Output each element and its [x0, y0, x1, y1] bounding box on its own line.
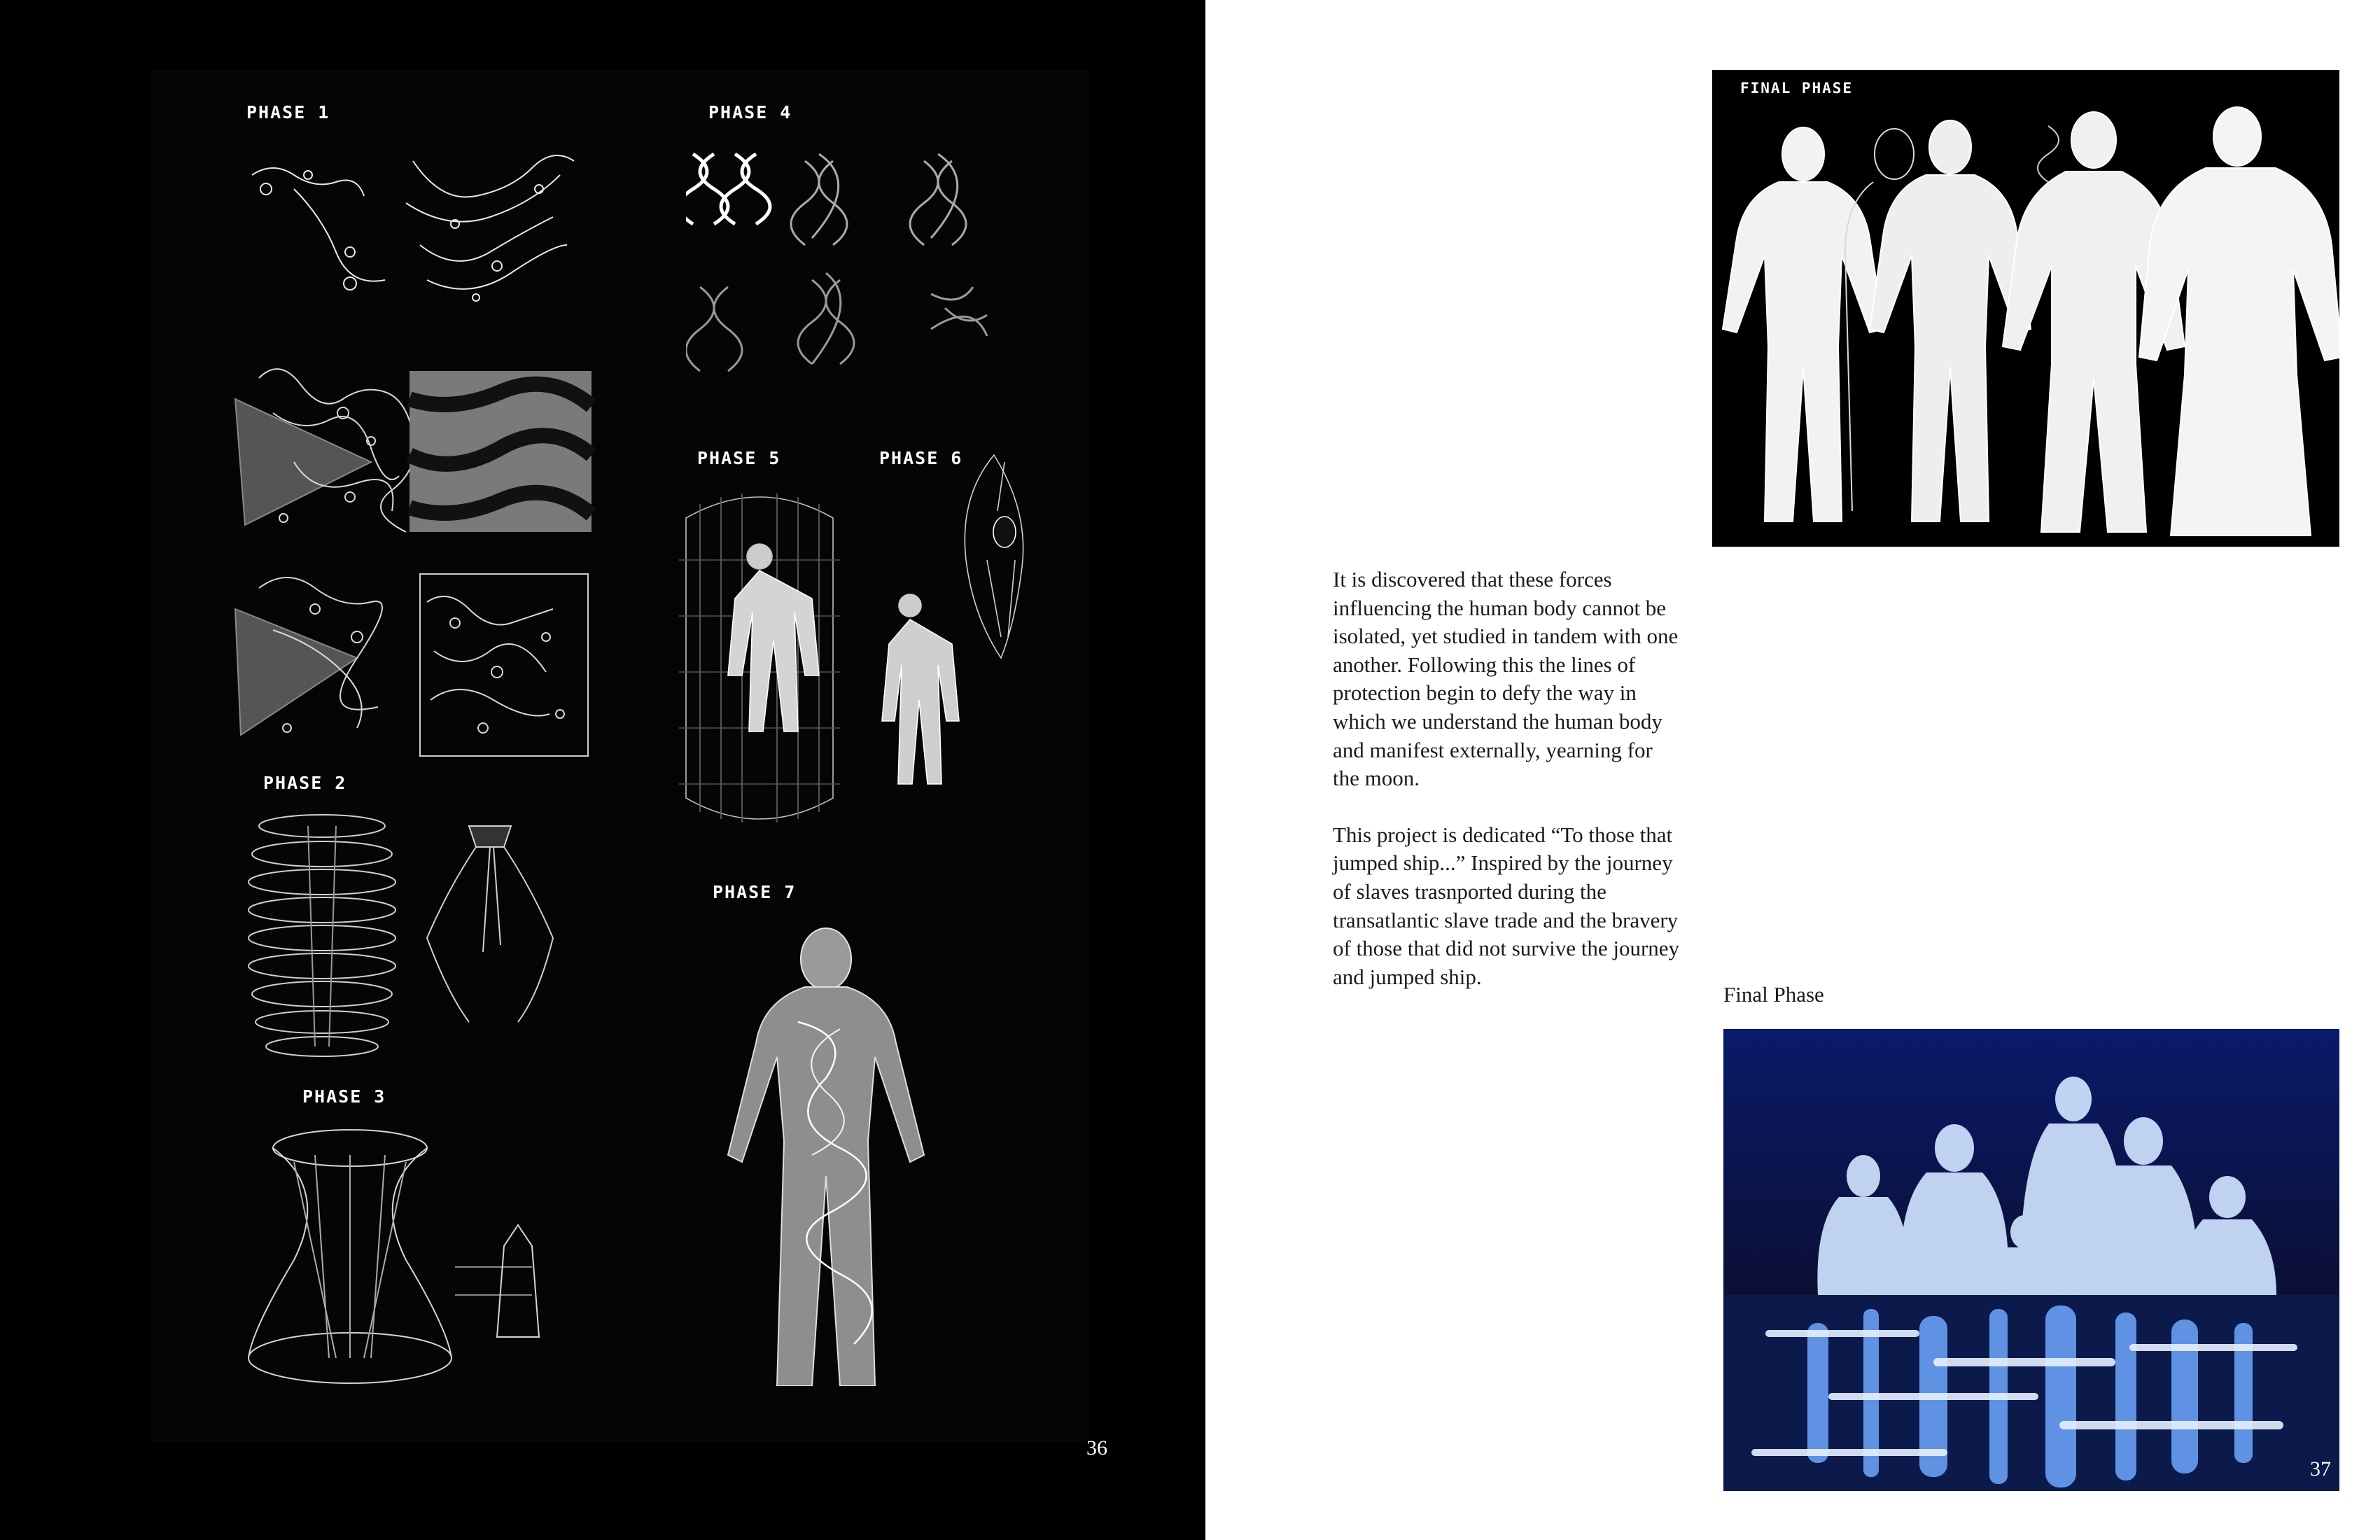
- right-page-number: 37: [2310, 1457, 2331, 1480]
- figure-1: [1723, 127, 1884, 522]
- phase-5-label: PHASE 5: [697, 448, 781, 468]
- final-phase-figures-image: [1712, 70, 2339, 547]
- phase-4-helix-image: [686, 147, 1022, 378]
- phase-3-hourglass-image: [245, 1127, 567, 1386]
- phase-1-swirl-image: [245, 147, 595, 322]
- final-phase-image-label: FINAL PHASE: [1740, 80, 1854, 97]
- phase-7-figure-image: [714, 924, 938, 1386]
- phase-4-label: PHASE 4: [708, 102, 792, 122]
- paragraph-2: This project is dedicated “To those that jumped ship...” Inspired by the journey of slaves trasnported during the transatlantic slave trade and the bravery of those that did not survive the journey and jumped ship.: [1333, 822, 1680, 989]
- final-phase-water-photo: [1723, 1029, 2339, 1491]
- phase-1-label: PHASE 1: [246, 102, 330, 122]
- phase-1-network-image: [231, 560, 595, 763]
- paragraph-1: It is discovered that these forces influencing the human body cannot be isolated, yet studied in tandem with one another. Following this the lines of protection begin to defy the way in which we understand the human body and manifest externally, yearning for the moon.: [1333, 567, 1679, 791]
- phase-6-label: PHASE 6: [879, 448, 963, 468]
- figure-5: [2139, 107, 2339, 536]
- phase-2-label: PHASE 2: [263, 773, 347, 793]
- final-phase-caption: Final Phase: [1723, 982, 1824, 1007]
- phase-3-label: PHASE 3: [302, 1086, 386, 1107]
- phase-2-rings-image: [238, 812, 588, 1064]
- phase-6-figure-image: [854, 448, 1036, 826]
- phase-5-figure-image: [672, 490, 847, 826]
- phase-1-triangle-image: [231, 357, 595, 539]
- phase-7-label: PHASE 7: [713, 882, 797, 902]
- body-text: [1333, 566, 1683, 1019]
- left-page-number: 36: [1086, 1436, 1107, 1460]
